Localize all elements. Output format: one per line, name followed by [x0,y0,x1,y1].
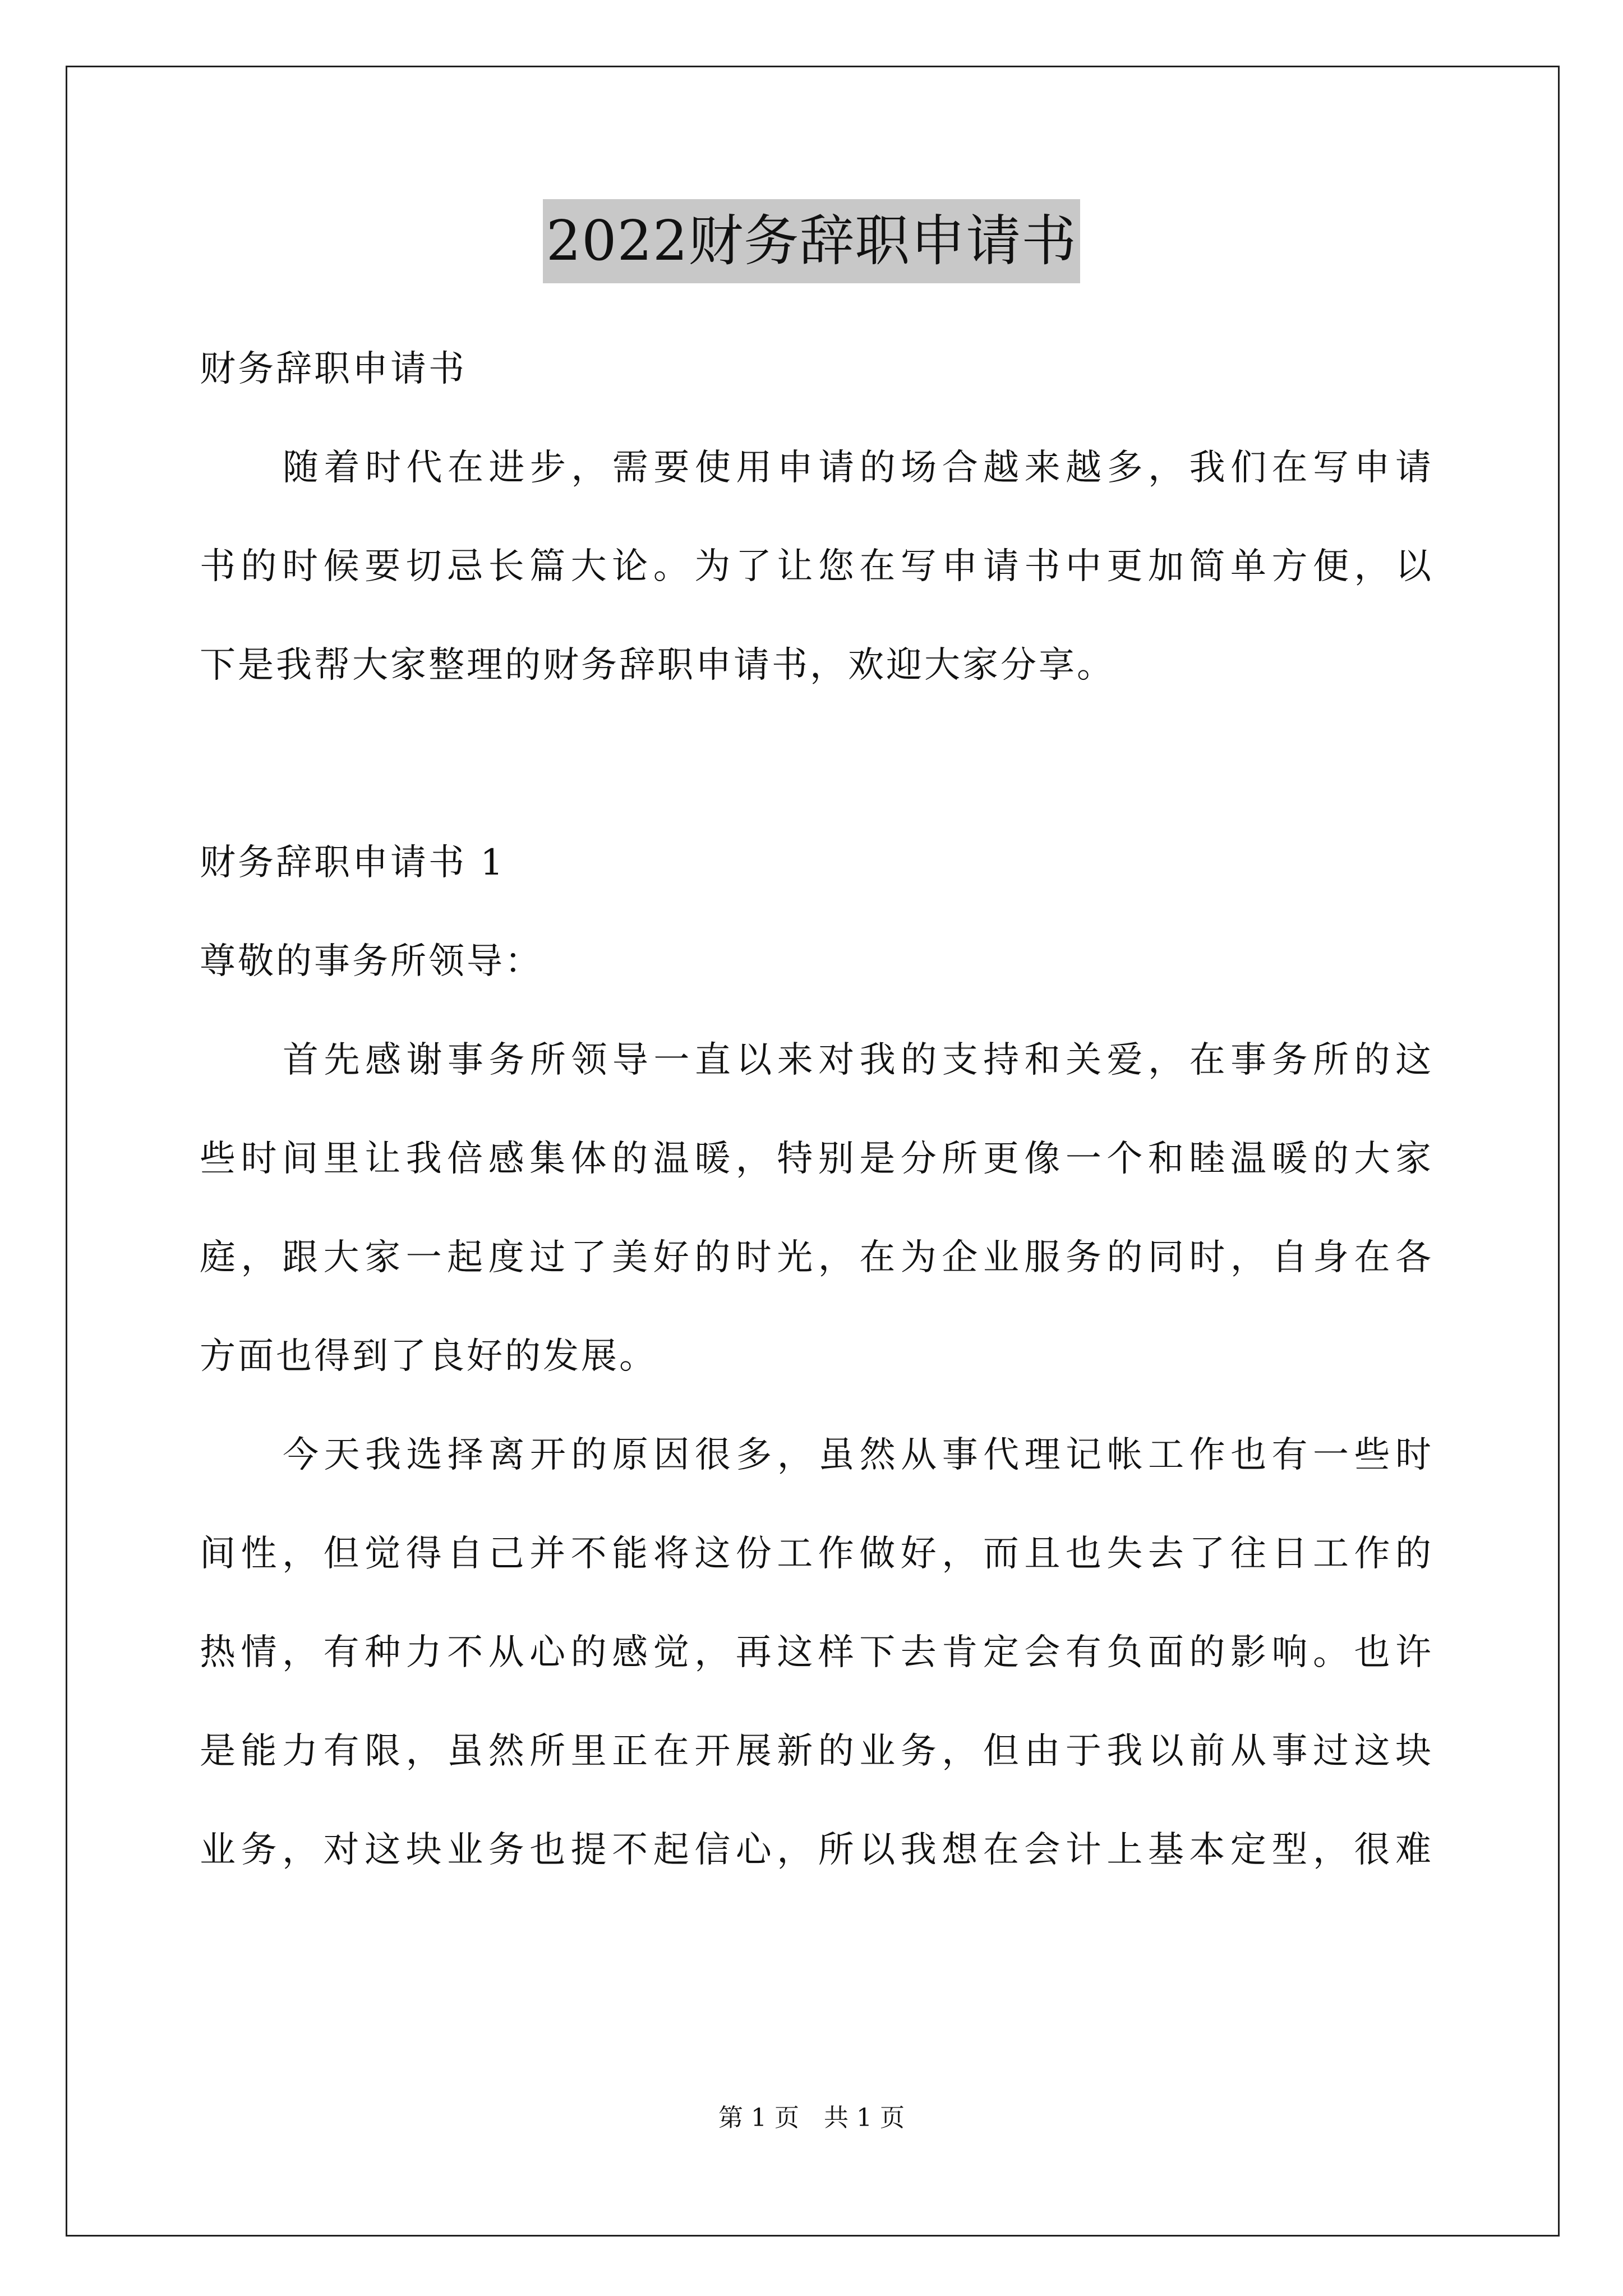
paragraph-line: 间性，但觉得自己并不能将这份工作做好，而且也失去了往日工作的 [200,1533,1433,1575]
salutation: 尊敬的事务所领导： [200,941,543,982]
subtitle: 财务辞职申请书 [200,348,467,390]
paragraph-line: 热情，有种力不从心的感觉，再这样下去肯定会有负面的影响。也许 [200,1632,1433,1673]
paragraph-line: 随着时代在进步，需要使用申请的场合越来越多，我们在写申请 [283,447,1433,489]
document-title: 2022财务辞职申请书 [543,199,1080,283]
document-body [200,320,1433,1899]
paragraph-line: 下是我帮大家整理的财务辞职申请书，欢迎大家分享。 [200,645,1115,686]
page-footer: 第 1 页 共 1 页 [718,2104,905,2132]
paragraph-2 [200,1406,1433,1899]
title-container [0,199,1623,283]
paragraph-line: 庭，跟大家一起度过了美好的时光，在为企业服务的同时，自身在各 [200,1237,1433,1278]
paragraph-line: 业务，对这块业务也提不起信心，所以我想在会计上基本定型，很难 [200,1829,1433,1871]
paragraph-line: 今天我选择离开的原因很多，虽然从事代理记帐工作也有一些时 [283,1434,1433,1476]
intro-paragraph [200,418,1433,715]
paragraph-line: 是能力有限，虽然所里正在开展新的业务，但由于我以前从事过这块 [200,1731,1433,1772]
paragraph-1 [200,1011,1433,1406]
paragraph-line: 些时间里让我倍感集体的温暖，特别是分所更像一个和睦温暖的大家 [200,1138,1433,1180]
paragraph-line: 书的时候要切忌长篇大论。为了让您在写申请书中更加简单方便，以 [200,546,1433,587]
paragraph-line: 首先感谢事务所领导一直以来对我的支持和关爱，在事务所的这 [283,1039,1433,1081]
paragraph-line: 方面也得到了良好的发展。 [200,1336,657,1377]
section-heading: 财务辞职申请书 1 [200,842,506,884]
spacer [200,715,1433,813]
